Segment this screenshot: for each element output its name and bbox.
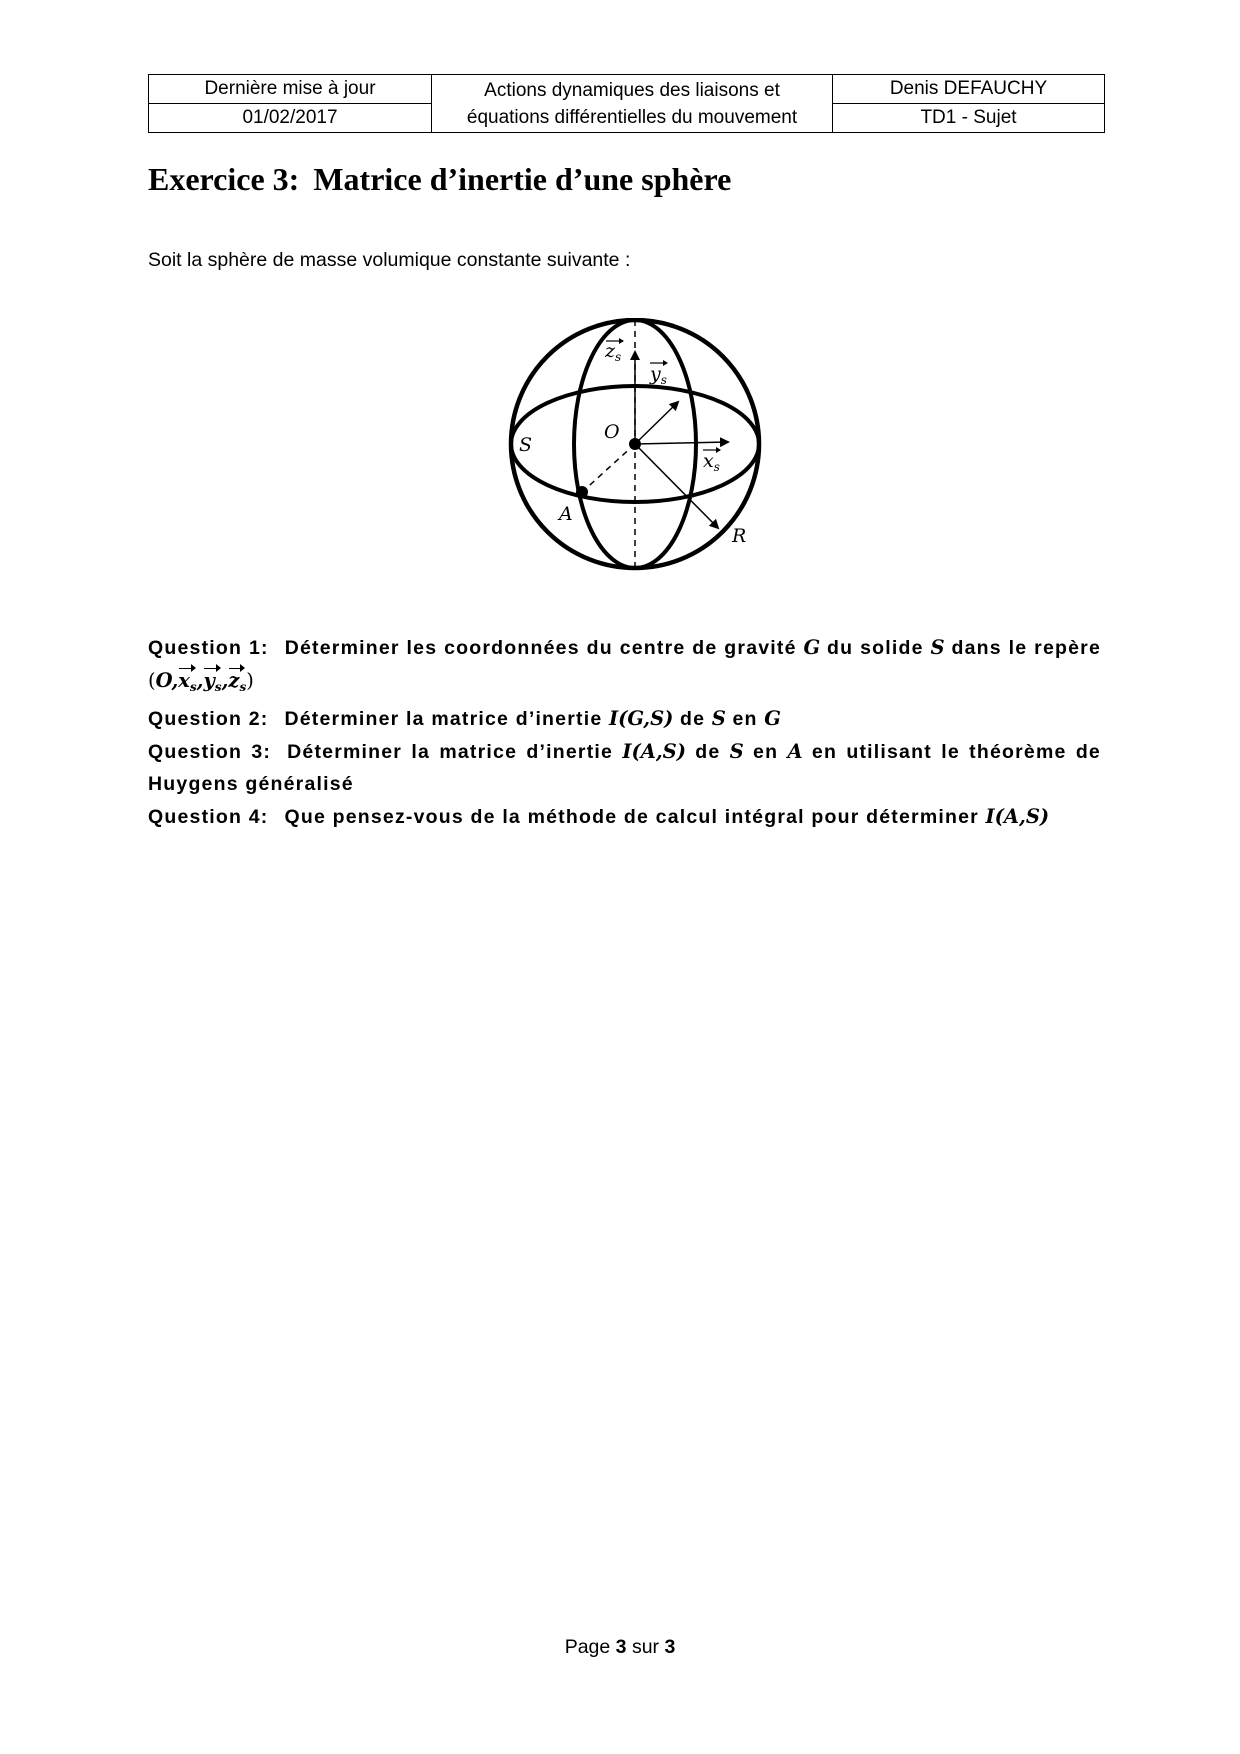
intro-text: Soit la sphère de masse volumique constante suivante : — [148, 249, 631, 271]
header-doc-ref: TD1 - Sujet — [833, 104, 1105, 133]
label-R: R — [732, 525, 747, 547]
total-pages: 3 — [664, 1636, 676, 1658]
label-O: O — [604, 421, 620, 443]
questions-block — [148, 632, 1101, 833]
header-table — [148, 74, 1105, 133]
current-page: 3 — [615, 1636, 627, 1658]
header-course-title — [432, 75, 833, 133]
label-S: S — [519, 434, 533, 456]
point-A — [576, 486, 588, 498]
question-3: Question 3: Déterminer la matrice d’inertie I(A,S) de S en A en utilisant le théorème de Huygens généralisé — [148, 739, 1101, 795]
sphere-figure — [500, 318, 770, 578]
point-O — [629, 438, 641, 450]
header-course-line2: équations différentielles du mouvement — [466, 106, 798, 128]
question-1: Question 1: Déterminer les coordonnées du centre de gravité G du solide S dans le repère $(O,x_s,y_s,z_s)$ — [148, 632, 1101, 703]
question-1-label: Question 1: — [148, 637, 269, 659]
exercise-number: Exercice 3: — [148, 161, 300, 197]
label-z: $z_s$ — [605, 340, 622, 364]
frame-expression: $(O,x_s,y_s,z_s)$ — [148, 669, 254, 692]
question-4: Question 4: Que pensez-vous de la méthode de calcul intégral pour déterminer I(A,S) — [148, 804, 1050, 828]
header-updated-date: 01/02/2017 — [149, 104, 432, 133]
question-2: Question 2: Déterminer la matrice d’inertie I(G,S) de S en G — [148, 707, 781, 730]
inertia-expression: I(A,S) — [622, 739, 686, 763]
x-axis-arrow — [635, 442, 728, 444]
header-author: Denis DEFAUCHY — [833, 75, 1105, 104]
exercise-title — [148, 161, 731, 198]
exercise-title-text: Matrice d’inertie d’une sphère — [313, 161, 732, 197]
symbol-S: S — [930, 636, 945, 659]
label-A: A — [559, 503, 573, 525]
inertia-expression: I(A,S) — [985, 804, 1050, 828]
question-2-label: Question 2: — [148, 708, 269, 730]
question-4-label: Question 4: — [148, 805, 269, 828]
label-x: $x_s$ — [703, 450, 720, 474]
y-axis-arrow — [635, 402, 678, 444]
page-footer: Page 3 sur 3 — [564, 1636, 676, 1658]
header-course-line1: Actions dynamiques des liaisons et — [484, 79, 780, 101]
inertia-expression: I(G,S) — [608, 707, 674, 730]
symbol-G: G — [803, 636, 821, 659]
diagonal-dashed-line — [580, 444, 635, 494]
question-3-label: Question 3: — [148, 740, 272, 763]
header-updated-label: Dernière mise à jour — [149, 75, 432, 104]
label-y: $y_s$ — [650, 363, 667, 387]
